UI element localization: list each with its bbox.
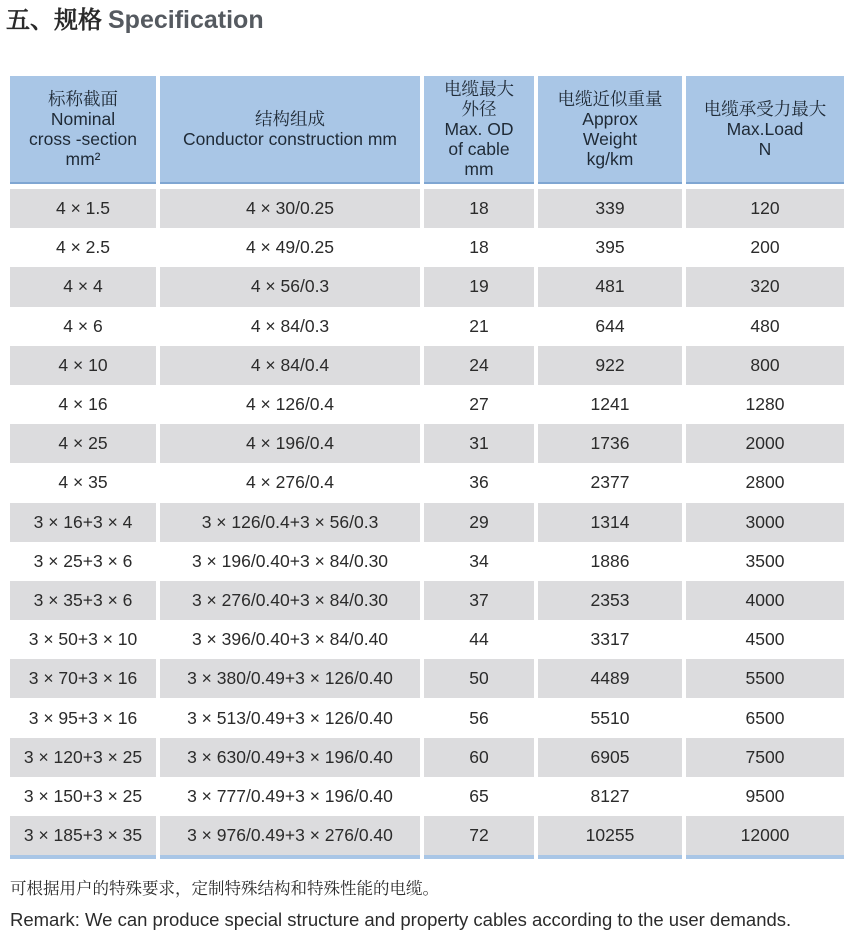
- max-od-cell: 27: [469, 394, 489, 415]
- table-row: [10, 228, 844, 267]
- weight-cell: 1314: [538, 503, 682, 542]
- remark-en: Remark: We can produce special structure and property cables according to the user demands.: [10, 909, 792, 930]
- construction-cell: 3 × 976/0.49+3 × 276/0.40: [160, 816, 420, 859]
- table-row: [10, 581, 844, 620]
- table-row: [10, 307, 844, 346]
- max-od-cell: 24: [424, 346, 534, 385]
- max-load-cell: 1280: [745, 394, 785, 415]
- weight-cell: 922: [538, 346, 682, 385]
- max-load-cell: 9500: [745, 785, 785, 806]
- max-load-cell: 3000: [686, 503, 844, 542]
- table-row: [10, 777, 844, 816]
- cross-section-cell: 4 × 35: [58, 472, 108, 493]
- weight-cell: 5510: [590, 707, 630, 728]
- cross-section-cell: 3 × 50+3 × 10: [28, 629, 138, 650]
- header-approx-weight: 电缆近似重量 Approx Weight kg/km: [538, 76, 682, 184]
- section-heading: [6, 4, 264, 37]
- table-row: [10, 816, 844, 859]
- max-load-cell: 7500: [686, 738, 844, 777]
- construction-cell: 3 × 196/0.40+3 × 84/0.30: [191, 550, 389, 571]
- weight-cell: 8127: [590, 785, 630, 806]
- construction-cell: 3 × 126/0.4+3 × 56/0.3: [160, 503, 420, 542]
- cross-section-cell: 3 × 185+3 × 35: [10, 816, 156, 859]
- max-od-cell: 21: [469, 315, 489, 336]
- table-body: [10, 184, 844, 859]
- max-od-cell: 34: [469, 550, 489, 571]
- max-od-cell: 36: [469, 472, 489, 493]
- weight-cell: 644: [595, 315, 625, 336]
- cross-section-cell: 4 × 1.5: [10, 189, 156, 228]
- cross-section-cell: 3 × 120+3 × 25: [10, 738, 156, 777]
- cross-section-cell: 3 × 95+3 × 16: [28, 707, 138, 728]
- table-row: [10, 424, 844, 463]
- weight-cell: 2377: [590, 472, 630, 493]
- table-header: [10, 76, 844, 184]
- max-load-cell: 800: [686, 346, 844, 385]
- header-conductor-construction: 结构组成 Conductor construction mm: [160, 76, 420, 184]
- table-row: [10, 659, 844, 698]
- max-load-cell: 3500: [745, 550, 785, 571]
- max-load-cell: 320: [686, 267, 844, 306]
- cross-section-cell: 4 × 25: [10, 424, 156, 463]
- header-cross-section: 标称截面 Nominal cross -section mm²: [10, 76, 156, 184]
- max-load-cell: 480: [750, 315, 780, 336]
- section-heading-en: Specification: [108, 6, 264, 34]
- max-load-cell: 6500: [745, 707, 785, 728]
- max-load-cell: 120: [686, 189, 844, 228]
- table-row: [10, 620, 844, 659]
- specification-table: [6, 76, 848, 859]
- weight-cell: 3317: [590, 629, 630, 650]
- remark-cn: 可根据用户的特殊要求，定制特殊结构和特殊性能的电缆。: [10, 879, 439, 898]
- table-row: [10, 738, 844, 777]
- max-load-cell: 200: [750, 237, 780, 258]
- max-od-cell: 72: [424, 816, 534, 859]
- max-od-cell: 56: [469, 707, 489, 728]
- construction-cell: 3 × 276/0.40+3 × 84/0.30: [160, 581, 420, 620]
- cross-section-cell: 3 × 25+3 × 6: [33, 550, 133, 571]
- max-od-cell: 18: [424, 189, 534, 228]
- max-load-cell: 4500: [745, 629, 785, 650]
- construction-cell: 4 × 196/0.4: [160, 424, 420, 463]
- max-od-cell: 60: [424, 738, 534, 777]
- max-od-cell: 18: [469, 237, 489, 258]
- max-od-cell: 50: [424, 659, 534, 698]
- construction-cell: 3 × 396/0.40+3 × 84/0.40: [191, 629, 389, 650]
- max-load-cell: 4000: [686, 581, 844, 620]
- section-heading-cn: 五、规格: [6, 6, 102, 34]
- weight-cell: 481: [538, 267, 682, 306]
- construction-cell: 4 × 126/0.4: [245, 394, 335, 415]
- construction-cell: 4 × 30/0.25: [160, 189, 420, 228]
- table-row: [10, 189, 844, 228]
- weight-cell: 4489: [538, 659, 682, 698]
- cross-section-cell: 4 × 6: [63, 315, 103, 336]
- cross-section-cell: 4 × 10: [10, 346, 156, 385]
- max-od-cell: 44: [469, 629, 489, 650]
- max-od-cell: 65: [469, 785, 489, 806]
- construction-cell: 4 × 84/0.3: [250, 315, 330, 336]
- cross-section-cell: 3 × 16+3 × 4: [10, 503, 156, 542]
- weight-cell: 1886: [590, 550, 630, 571]
- construction-cell: 4 × 84/0.4: [160, 346, 420, 385]
- table-row: [10, 463, 844, 502]
- max-load-cell: 2000: [686, 424, 844, 463]
- cross-section-cell: 4 × 2.5: [55, 237, 110, 258]
- cross-section-cell: 4 × 16: [58, 394, 108, 415]
- header-row: [10, 76, 844, 184]
- header-max-od: 电缆最大 外径 Max. OD of cable mm: [424, 76, 534, 184]
- weight-cell: 339: [538, 189, 682, 228]
- table-row: [10, 267, 844, 306]
- weight-cell: 6905: [538, 738, 682, 777]
- table-row: [10, 698, 844, 737]
- cross-section-cell: 3 × 150+3 × 25: [23, 785, 143, 806]
- construction-cell: 3 × 380/0.49+3 × 126/0.40: [160, 659, 420, 698]
- table-row: [10, 503, 844, 542]
- table-row: [10, 346, 844, 385]
- construction-cell: 3 × 630/0.49+3 × 196/0.40: [160, 738, 420, 777]
- max-load-cell: 2800: [745, 472, 785, 493]
- max-od-cell: 31: [424, 424, 534, 463]
- cross-section-cell: 4 × 4: [10, 267, 156, 306]
- construction-cell: 3 × 513/0.49+3 × 126/0.40: [187, 707, 393, 728]
- weight-cell: 1736: [538, 424, 682, 463]
- max-od-cell: 37: [424, 581, 534, 620]
- construction-cell: 4 × 56/0.3: [160, 267, 420, 306]
- max-load-cell: 5500: [686, 659, 844, 698]
- cross-section-cell: 3 × 70+3 × 16: [10, 659, 156, 698]
- construction-cell: 3 × 777/0.49+3 × 196/0.40: [187, 785, 393, 806]
- max-od-cell: 19: [424, 267, 534, 306]
- construction-cell: 4 × 276/0.4: [245, 472, 335, 493]
- weight-cell: 2353: [538, 581, 682, 620]
- cross-section-cell: 3 × 35+3 × 6: [10, 581, 156, 620]
- header-max-load: 电缆承受力最大 Max.Load N: [686, 76, 844, 184]
- remarks: [10, 876, 846, 934]
- table-row: [10, 385, 844, 424]
- max-load-cell: 12000: [686, 816, 844, 859]
- construction-cell: 4 × 49/0.25: [245, 237, 335, 258]
- weight-cell: 1241: [590, 394, 630, 415]
- weight-cell: 395: [595, 237, 625, 258]
- max-od-cell: 29: [424, 503, 534, 542]
- weight-cell: 10255: [538, 816, 682, 859]
- table-row: [10, 542, 844, 581]
